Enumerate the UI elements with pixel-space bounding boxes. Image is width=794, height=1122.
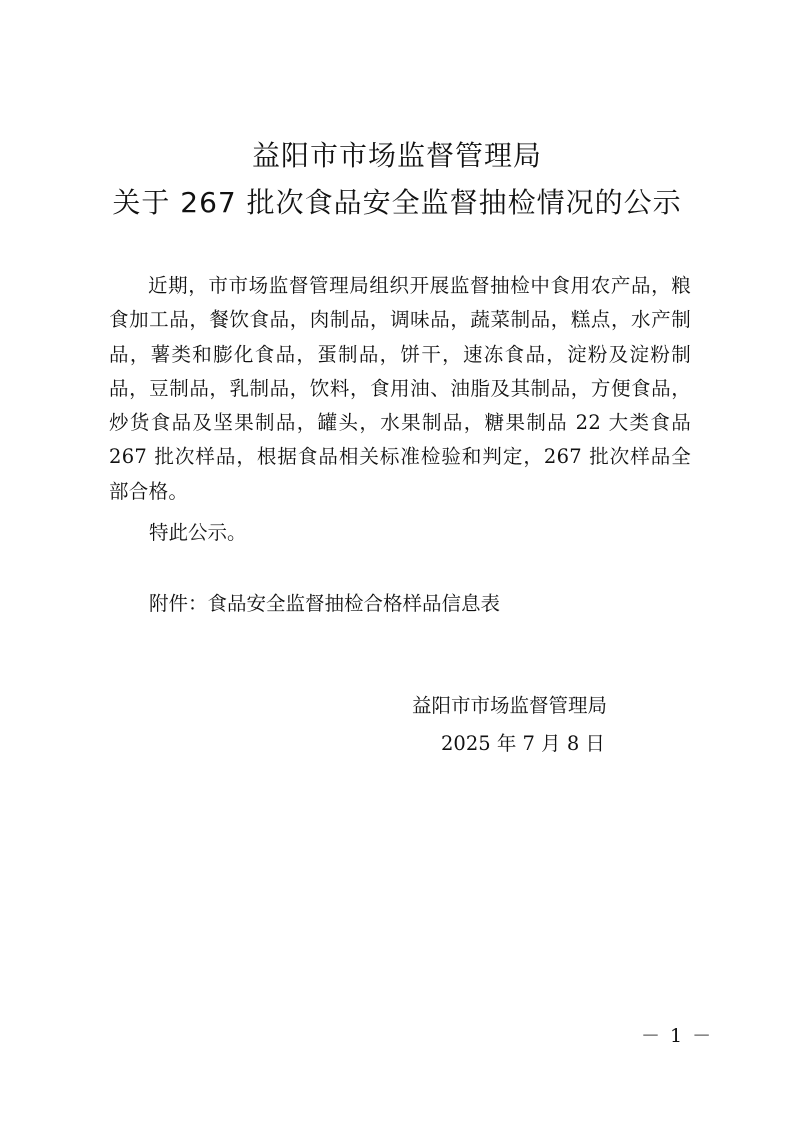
signature-org: 益阳市市场监督管理局 — [412, 694, 608, 717]
attachment-line: 附件：食品安全监督抽检合格样品信息表 — [149, 592, 501, 615]
signature-date: 2025 年 7 月 8 日 — [441, 732, 605, 755]
notice-text: 特此公示。 — [149, 521, 247, 544]
body-paragraph: 近期，市市场监督管理局组织开展监督抽检中食用农产品，粮食加工品，餐饮食品，肉制品，调味品，蔬菜制品，糕点，水产制品，薯类和膨化食品，蛋制品，饼干，速冻食品，淀粉及淀粉制品，豆制品，乳制品，饮料，食用油、油脂及其制品，方便食品，炒货食品及坚果制品，罐头，水果制品，糖果制品 22 大类食品 267 批次样品，根据食品相关标准检验和判定，267 批次样品全部合格。 — [109, 274, 691, 503]
document-title-line1: 益阳市市场监督管理局 — [251, 139, 542, 172]
page-number: － 1 － — [641, 1025, 714, 1047]
body-section — [109, 269, 691, 509]
document-title-line2: 关于 267 批次食品安全监督抽检情况的公示 — [112, 186, 682, 219]
